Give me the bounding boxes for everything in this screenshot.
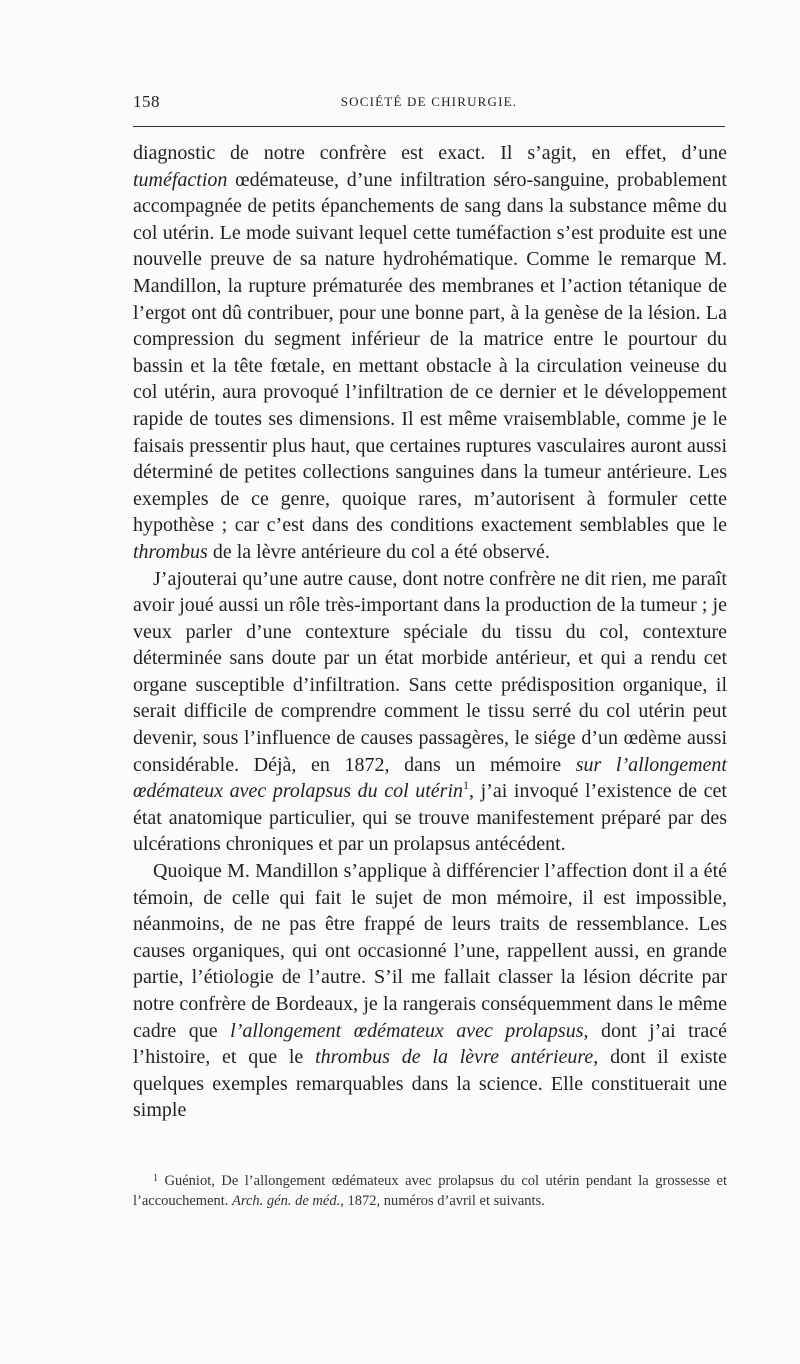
- italic-term: tuméfaction: [133, 168, 228, 191]
- text-span: , j’ai invoqué l’existence de cet état anatomique particulier, qui se trouve manifestement préparé par des ulcérations chroniques et par un prolapsus antécédent.: [133, 780, 727, 856]
- italic-term: l’allongement œdémateux avec prolapsus,: [230, 1019, 589, 1042]
- text-span: Quoique M. Mandillon s’applique à différencier l’affection dont il a été témoin, de celle qui fait le sujet de mon mémoire, il est impossible, néanmoins, de ne pas être frappé de leurs traits de ressemblance. Les causes organiques, qui ont occasionné l’une, rappellent aussi, en grande partie, l’étiologie de l’autre. S’il me fallait classer la lésion décrite par notre confrère de Bordeaux, je la rangerais conséquemment dans le même cadre que: [133, 860, 727, 1042]
- text-span: Guéniot, De l’allongement œdémateux avec prolapsus du col utérin pendant la grossesse et l’accouchement.: [133, 1173, 727, 1209]
- paragraph-2: [133, 566, 727, 859]
- footnotes: [133, 1171, 727, 1211]
- header-rule: [133, 126, 725, 127]
- italic-citation: Arch. gén. de méd.: [232, 1193, 341, 1209]
- italic-term: thrombus de la lèvre antérieure,: [315, 1046, 599, 1069]
- italic-title: sur l’allongement œdémateux avec prolapsus du col utérin: [133, 753, 727, 803]
- text-span: de la lèvre antérieure du col a été observé.: [207, 540, 550, 563]
- body-text: [133, 140, 727, 1124]
- footnote-1: [133, 1171, 727, 1211]
- text-span: dont il existe quelques exemples remarquables dans la science. Elle constituerait une simple: [133, 1046, 727, 1122]
- text-span: dont j’ai tracé l’histoire, et que le: [133, 1019, 728, 1069]
- text-span: , 1872, numéros d’avril et suivants.: [340, 1193, 545, 1209]
- paragraph-1: [133, 140, 727, 566]
- page-number: 158: [133, 92, 160, 111]
- paragraph-3: [133, 858, 727, 1124]
- text-span: J’ajouterai qu’une autre cause, dont notre confrère ne dit rien, me paraît avoir joué aussi un rôle très-important dans la production de la tumeur ; je veux parler d’une contexture spéciale du tissu du col, contexture déterminée sans doute par un état morbide antérieur, et qui a rendu cet organe susceptible d’infiltration. Sans cette prédisposition organique, il serait difficile de comprendre comment le tissu serré du col utérin peut devenir, sous l’influence de causes passagères, le siége d’un œdème aussi considérable. Déjà, en 1872, dans un mémoire: [133, 567, 727, 776]
- running-title: SOCIÉTÉ DE CHIRURGIE.: [340, 94, 518, 109]
- running-head: [133, 92, 725, 114]
- text-span: œdémateuse, d’une infiltration séro-sanguine, probablement accompagnée de petits épanchements de sang dans la substance même du col utérin. Le mode suivant lequel cette tuméfaction s’est produite est une nouvelle preuve de sa nature hydrohématique. Comme le remarque M. Mandillon, la rupture prématurée des membranes et l’action tétanique de l’ergot ont dû contribuer, pour une bonne part, à la genèse de la lésion. La compression du segment inférieur de la matrice entre le pourtour du bassin et la tête fœtale, en mettant obstacle à la circulation veineuse du col utérin, aura provoqué l’infiltration de ce dernier et le développement rapide de toutes ses dimensions. Il est même vraisemblable, comme je le faisais pressentir plus haut, que certaines ruptures vasculaires auront aussi déterminé de petites collections sanguines dans la tumeur antérieure. Les exemples de ce genre, quoique rares, m’autorisent à formuler cette hypothèse ; car c’est dans des conditions exactement semblables que le: [133, 168, 727, 537]
- italic-term: thrombus: [133, 540, 208, 563]
- text-span: diagnostic de notre confrère est exact. Il s’agit, en effet, d’une: [133, 142, 727, 164]
- footnote-mark: 1: [153, 1173, 158, 1184]
- footnote-reference: 1: [463, 778, 470, 793]
